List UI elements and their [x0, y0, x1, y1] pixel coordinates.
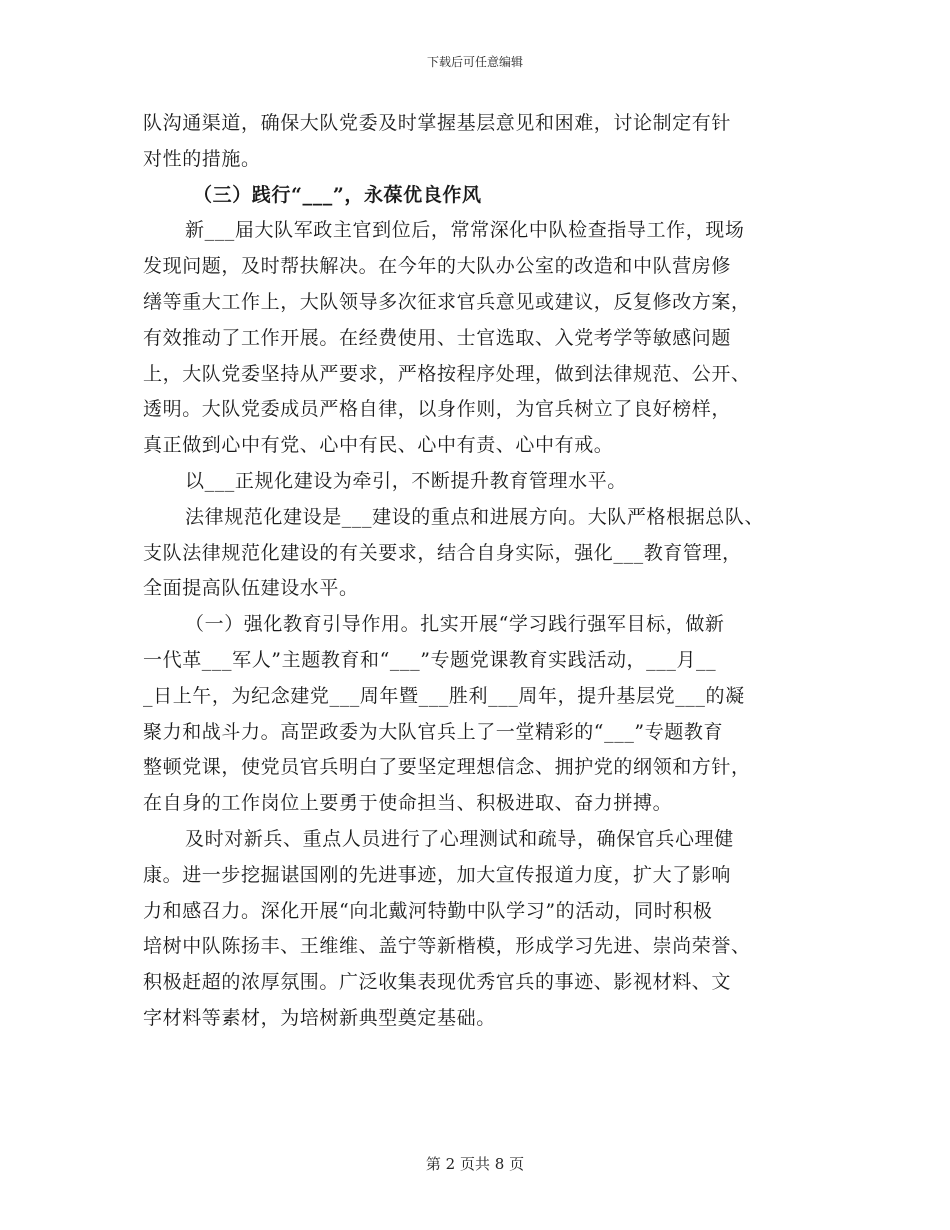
body-line: （一）强化教育引导作用。扎实开展“学习践行强军目标，做新 — [185, 613, 725, 636]
body-line: 整顿党课，使党员官兵明白了要坚定理想信念、拥护党的纲领和方针， — [143, 756, 751, 779]
body-line: 全面提高队伍建设水平。 — [143, 577, 359, 600]
body-line: 力和感召力。深化开展“向北戴河特勤中队学习”的活动，同时积极 — [143, 899, 713, 922]
document-body — [143, 106, 828, 1037]
body-line: 真正做到心中有党、心中有民、心中有责、心中有戒。 — [143, 434, 614, 457]
section-heading: （三）践行“___”，永葆优良作风 — [193, 183, 482, 206]
body-line: 康。进一步挖掘谌国刚的先进事迹，加大宣传报道力度，扩大了影响 — [143, 863, 732, 886]
body-line: 字材料等素材，为培树新典型奠定基础。 — [143, 1006, 496, 1029]
body-line: 缮等重大工作上，大队领导多次征求官兵意见或建议，反复修改方案， — [143, 290, 751, 313]
body-line: 有效推动了工作开展。在经费使用、士官选取、入党考学等敏感问题 — [143, 326, 732, 349]
body-line: 发现问题，及时帮扶解决。在今年的大队办公室的改造和中队营房修 — [143, 255, 732, 278]
body-line: 新___届大队军政主官到位后，常常深化中队检查指导工作，现场 — [185, 219, 745, 242]
body-line: 透明。大队党委成员严格自律，以身作则，为官兵树立了良好榜样， — [143, 398, 732, 421]
body-line: 积极赶超的浓厚氛围。广泛收集表现优秀官兵的事迹、影视材料、文 — [143, 971, 732, 994]
body-line: 一代革___军人”主题教育和“___”专题党课教育实践活动，___月__ — [143, 648, 717, 671]
body-line: 法律规范化建设是___建设的重点和进展方向。大队严格根据总队、 — [185, 505, 765, 528]
page-header-note: 下载后可任意编辑 — [426, 55, 523, 69]
body-line: 在自身的工作岗位上要勇于使命担当、积极进取、奋力拼搏。 — [143, 792, 673, 815]
page-number: 第 2 页共 8 页 — [425, 1155, 525, 1173]
body-line: 支队法律规范化建设的有关要求，结合自身实际，强化___教育管理， — [143, 541, 742, 564]
body-line: 以___正规化建设为牵引，不断提升教育管理水平。 — [185, 469, 627, 492]
body-line: 培树中队陈扬丰、王维维、盖宁等新楷模，形成学习先进、崇尚荣誉、 — [143, 935, 751, 958]
body-line: 及时对新兵、重点人员进行了心理测试和疏导，确保官兵心理健 — [185, 827, 734, 850]
body-line: _日上午，为纪念建党___周年暨___胜利___周年，提升基层党___的凝 — [143, 684, 745, 707]
body-line: 队沟通渠道，确保大队党委及时掌握基层意见和困难，讨论制定有针 — [143, 112, 732, 134]
body-line: 对性的措施。 — [143, 147, 261, 170]
body-line: 上，大队党委坚持从严要求，严格按程序处理，做到法律规范、公开、 — [143, 362, 751, 385]
body-line: 聚力和战斗力。高罡政委为大队官兵上了一堂精彩的“___”专题教育 — [143, 720, 724, 743]
